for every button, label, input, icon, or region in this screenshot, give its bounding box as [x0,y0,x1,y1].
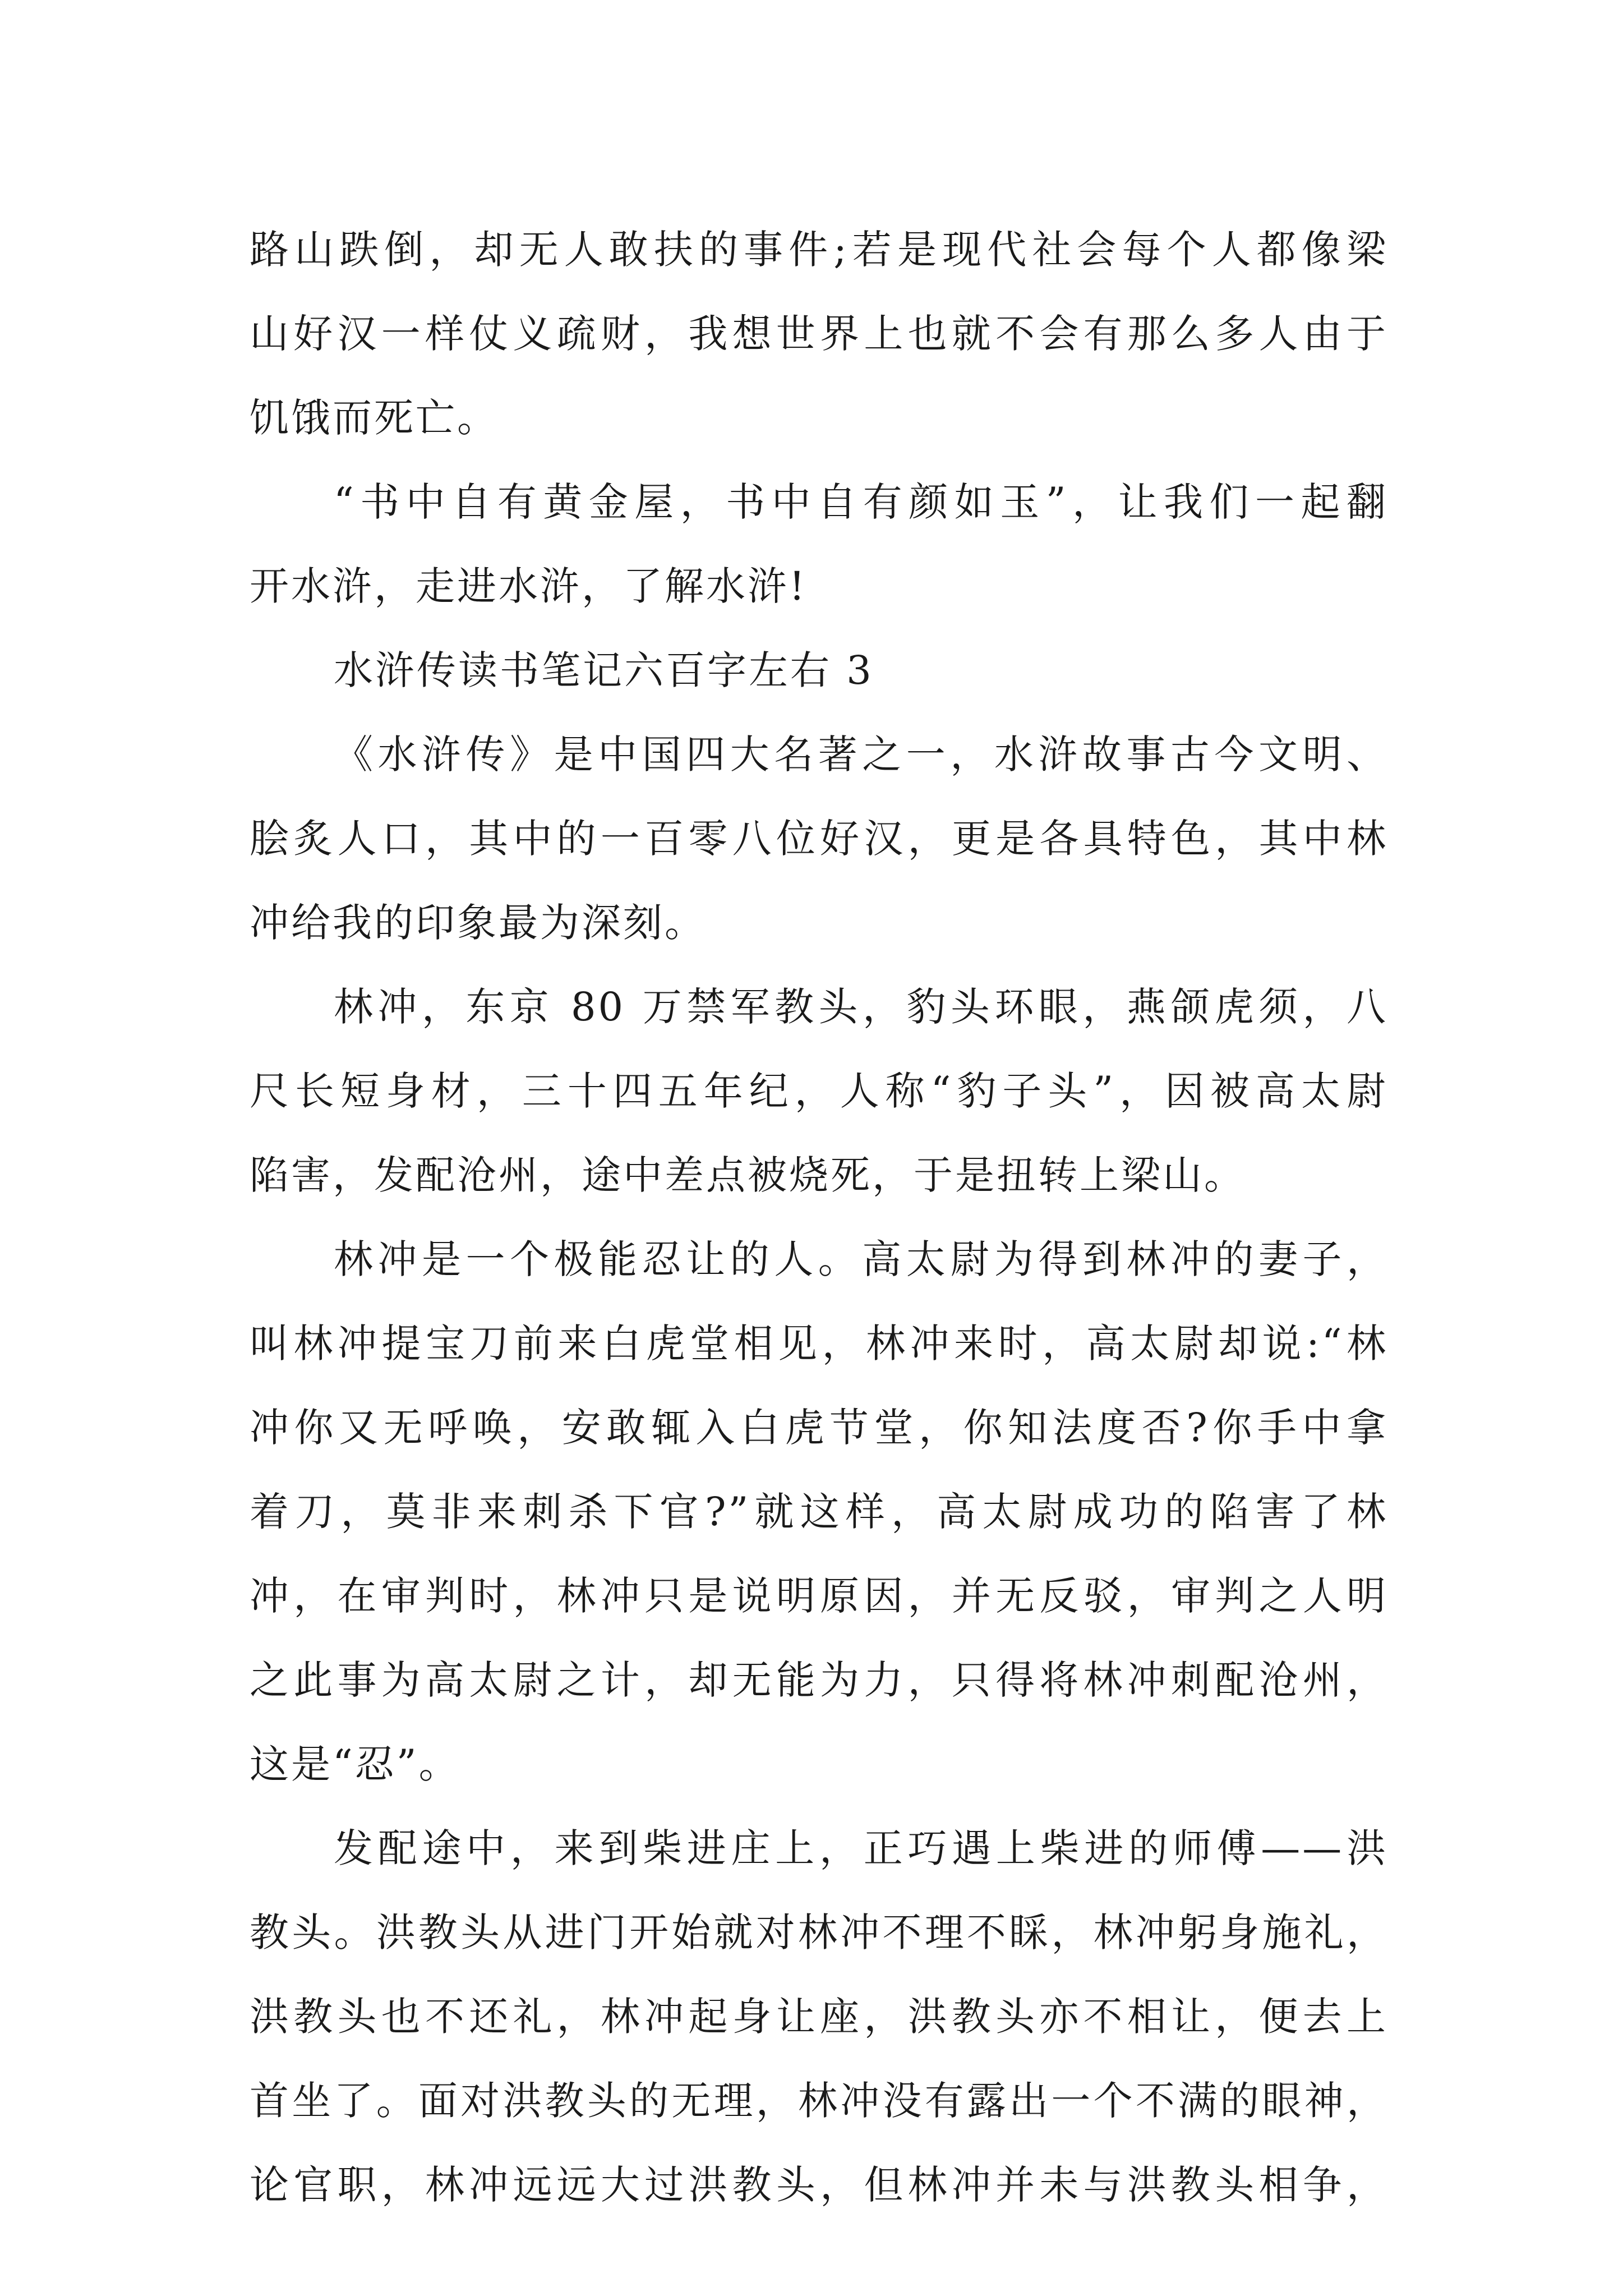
section-heading [250,628,1388,712]
text-line: 开水浒，走进水浒，了解水浒! [250,563,808,609]
text-line: 尺长短身材，三十四五年纪，人称“豹子头”，因被高太尉 [250,1068,1388,1114]
text-line: 冲，在审判时，林冲只是说明原因，并无反驳，审判之人明 [250,1573,1388,1619]
text-line: 脍炙人口，其中的一百零八位好汉，更是各具特色，其中林 [250,816,1388,862]
text-line: 冲你又无呼唤，安敢辄入白虎节堂，你知法度否?你手中拿 [250,1405,1388,1451]
text-line: 路山跌倒，却无人敢扶的事件;若是现代社会每个人都像梁 [250,227,1388,273]
text-line: 教头。洪教头从进门开始就对林冲不理不睬，林冲躬身施礼， [250,1910,1388,1955]
text-line: 山好汉一样仗义疏财，我想世界上也就不会有那么多人由于 [250,311,1388,357]
text-line: 饥饿而死亡。 [250,395,499,441]
text-line: 林冲是一个极能忍让的人。高太尉为得到林冲的妻子， [334,1236,1388,1282]
text-line: 首坐了。面对洪教头的无理，林冲没有露出一个不满的眼神， [250,2078,1388,2124]
text-line: 论官职，林冲远远大过洪教头，但林冲并未与洪教头相争， [250,2162,1388,2208]
paragraph [250,965,1388,1217]
document-body [250,208,1388,2227]
text-line: 林冲，东京 80 万禁军教头，豹头环眼，燕颌虎须，八 [334,984,1388,1030]
text-line: 冲给我的印象最为深刻。 [250,900,706,946]
text-line: 之此事为高太尉之计，却无能为力，只得将林冲刺配沧州， [250,1657,1388,1703]
paragraph [250,1806,1388,2227]
paragraph [250,208,1388,460]
text-line: “书中自有黄金屋，书中自有颜如玉”，让我们一起翻 [334,479,1388,525]
text-line: 叫林冲提宝刀前来白虎堂相见，林冲来时，高太尉却说:“林 [250,1320,1388,1366]
heading-text: 水浒传读书笔记六百字左右 3 [334,647,874,693]
paragraph [250,460,1388,628]
text-line: 着刀，莫非来刺杀下官?”就这样，高太尉成功的陷害了林 [250,1489,1388,1535]
text-line: 《水浒传》是中国四大名著之一，水浒故事古今文明、 [334,731,1388,777]
text-line: 陷害，发配沧州，途中差点被烧死，于是扭转上梁山。 [250,1152,1246,1198]
paragraph [250,1217,1388,1806]
text-line: 这是“忍”。 [250,1741,460,1787]
text-line: 发配途中，来到柴进庄上，正巧遇上柴进的师傅——洪 [334,1825,1388,1871]
text-line: 洪教头也不还礼，林冲起身让座，洪教头亦不相让，便去上 [250,1994,1388,2040]
paragraph [250,712,1388,965]
